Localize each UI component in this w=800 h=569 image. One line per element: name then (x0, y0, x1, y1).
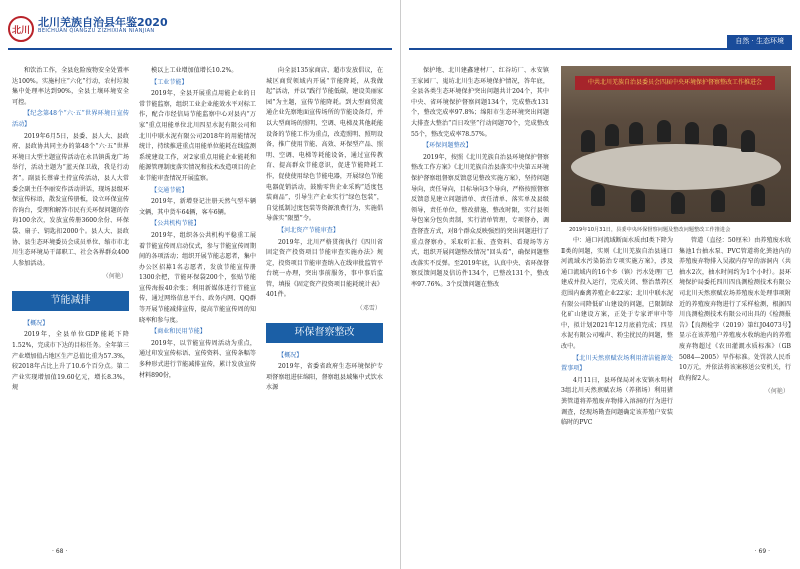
subheading: 【环保问题整改】 (423, 142, 472, 150)
attendee-shape (671, 192, 685, 214)
left-header (0, 8, 400, 48)
left-col-1 (12, 66, 129, 395)
section-tag: 自然 · 生态环境 (727, 35, 792, 48)
paragraph: 管道（直径：50厘米）由养殖废水收集池1台抽水泵、PVC管道将化粪池内的养殖废弃物排入吴淑内存窄的溶洞内（共抽水2次，抽水时间约为1个小时）。县环境保护局委托四川四良测检测技术有限公司北川天然禀赋农场养殖废水处理事项附近的养殖废弃物进行了采样检测，根据四川良测检测技术有限公司出具的《检测报告》【良测检字（2019）第红J04073号】显示在该养殖户养殖废水收纳池内的养殖废弃物超过《农田灌溉水质标准》（GB 5084—2005）旱作标准。处罚款人民币10万元，并依法将该案移送公安机关，行政拘留2人。 (679, 237, 791, 382)
paragraph: 2019年，按照《北川羌族自治县环境保护督察整改工作方案》《北川羌族自治县落实中央第五环境保护督察组督察反馈意见整改实施方案》，坚持问题导向，责任导向，目标导向3个导向，严格按照督察反馈意见建立问题清单、责任清单、落实单及县级领导，责任单位，整改措施、整改时限，实行县领导包案分包负责制，实行清单管理，专项督办，调查督查方式，对8个群众反映强烈的突出问题进行了重点督察办，采取听汇报、查资料、看现场等方式，组织开展问题整改情况“回头看”，确保问题整改落实不反弹。至2019年底，认真中央、省环保督察反馈问题及信访件134个，已整改131个，整改率97.76%。3个反馈问题在整改 (411, 153, 549, 288)
paragraph: 2019年，北川严格贯彻执行《四川省固定资产投资项目节能审查实施办法》规定，投资项目节能审查纳入在线审批监管平台统一办理，突出事前服务，事中事后监管，填报《固定资产投资项目能耗统计表》401件。 (266, 238, 383, 299)
paragraph: 4月11日，县环保局对永安镇永明村3组北川天然禀赋农场（养猪场）利用猪粪管道将养殖废弃物排入溶洞的行为进行调查，经现场勘查问题确定该养殖户安装临时的PVC (561, 376, 673, 427)
subheading: 【工业节能】 (151, 78, 188, 86)
right-header (401, 8, 800, 48)
left-col-3 (266, 66, 383, 395)
attendee-shape (605, 124, 619, 146)
subheading: 【概况】 (24, 319, 49, 327)
paragraph: 2019年，省委省政府生态环境保护专项督察组进驻绵阳，督察组县域集中式饮水水源 (266, 363, 383, 392)
subheading: 【北川天然禀赋农场利用清洁能源处置事项】 (561, 354, 673, 373)
yearbook-subtitle: BEICHUAN QIANGZU ZIZHIXIAN NIANJIAN (38, 28, 155, 34)
page-number: · 68 · (52, 548, 68, 555)
paragraph: 2019年，全县单位GDP能耗下降1.52%，完成市下达的目标任务。全年第三产业增加值占地区生产总值比重为57.3%，较2018年占比上升了10.6个百分点。第二产业实现增加值19.60亿元，增长8.3%，规 (12, 331, 129, 392)
yearbook-title: 北川羌族自治县年鉴2020 (38, 16, 168, 29)
paragraph: 和饮治工作，全县危险废物安全处置率达100%。实施村庄“六化”行动，农村垃圾集中处理率达到90%，全县土壤环境安全可控。 (12, 67, 129, 106)
paragraph: 中：通口河流域断面水质由Ⅰ类下降为Ⅱ类的问题，实则《北川羌族自治县通口河流域水污染防治专项实施方案》，涉及通口流域内的16个乡（镇）污水处理厂已建成并投入运行，完成关闭、整治禁养区范围内畜禽养殖企业22家；北川中联水泥有限公司降低矿山建设的问题，已限制绿化矿山建设方案，正处于专家评审中等中，拟计划2021年12月底前完成；四星水泥有限公司噪声、粉尘扰民的问题，整改中。 (561, 237, 673, 350)
paragraph: 2019年，以节能宣传周活动为重点，通过印发宣传标语、宣传资料、宣传条幅等多种形式进行节能减排宣传，累计发放宣传材料890份， (139, 339, 256, 379)
attendee-shape (629, 122, 643, 144)
paragraph: 向全县135家商店、超市发放倡议，在城区商贸领域内开展“节能降耗，从我做起”活动，并以“践行节能低碳，建设美丽家园”为主题，宣传节能降耗。到大型商贸流通企业先察地面宣传场所的节能设备灯，并以大型商场的照明、空调、电梯及其他耗能设备的节能工作为重点，改造照明、照明设备，推广使用节能、高效、环保型产品、照明、空调、电梯等耗能设备，通过宣传教育、提高群众节能意识，促进节能降耗工作，促使使用绿色节能电器，开展绿色节能电器促销活动，鼓励零售企业采购“适度包装商品”，引导生产企业实行“绿色包装”，自觉抵制过度包装等资源浪费行为，实施倡导落实“限塑”令。 (266, 67, 383, 223)
right-col-2 (561, 236, 673, 430)
subheading: 【商业和民用节能】 (151, 328, 206, 336)
subheading: 【公共机构节能】 (151, 220, 200, 228)
section-band: 环保督察整改 (266, 323, 383, 343)
paragraph: 2019年6月5日，县委、县人大、县政府、县政协共同主办的第48个“六·五”世界环境日大型主题宣传活动在永昌镇禹龙广场举行，活动主题为“蓝天保卫战，我是行动者”。副县长蔡睿主持宣传活动，县人大常委会副主任李丽安作活动讲话，现场县级环保宣传标语，散发宣传册板，设立环保宣传咨询台，受理和解答市民有关环保问题的咨询100余次，发放宣传册3600余份、环保袋、扇子、钥匙扣2000个。县人大、县政协、县生态环境委员会成员单位、缩市市北川生态环境局干部职工、社会各界群众400人参加活动。 (12, 132, 129, 267)
subheading: 【河北资产节能审查】 (278, 226, 339, 234)
attendee-shape (581, 130, 595, 152)
subheading: 【纪念第48个“六·五”世界环境日宣传活动】 (12, 110, 129, 128)
meeting-photo (561, 66, 791, 222)
right-col-3 (679, 236, 791, 404)
paragraph: 保护地、北川建鑫建材厂、红谷坊厂、永安镇王家园厂、嵬坊北川生态环境保护情况，答年底，全县各类生态环境保护突出问题共计204个，其中中央、省环境保护督察问题134个，完成整改131个，整改完成率97.8%；绵阳市生态环境突出问题大排查大整治“百日攻坚”行动问题70个，完成整改55个，整改完成率78.57%。 (411, 67, 549, 138)
subheading: 【交通节能】 (151, 186, 188, 194)
meeting-banner: 中共北川羌族自治县委员会四届中央环境保护督察整改工作推进会 (575, 76, 775, 90)
paragraph: 模以上工业增加值增长10.2%。 (151, 67, 238, 74)
paragraph: 2019年，全县开展重点用能企业的日常节能监察，组织工业企业能效水平对标工作，配合市经信局节能监察中心对县内“万家”重点用能单位北川四星水泥有限公司和北川中联水泥有限公司2018年的用能情况统计，持续推进重点用能单位能耗在线监测系统建设工作，对2家重点用能企业能耗和能源管理制度落实情况和技术改造项目的企业节能审查情况开展监察。 (139, 90, 256, 182)
subheading: 【概况】 (278, 351, 303, 359)
attendee-shape (741, 130, 755, 152)
right-page (400, 0, 800, 569)
header-rule (409, 48, 792, 50)
attendee-shape (591, 184, 605, 206)
yearbook-logo: 北川 (8, 16, 34, 42)
right-col-1 (411, 66, 549, 291)
page-number: · 69 · (754, 548, 770, 555)
paragraph: 2019年，组织各公共机构平稳重工展着节能宣传周启动仪式，参与节能宣传周期间的各项活动；组织开展节能志愿者，集中办公区招募1名志愿者，发放节能宣传册1300余把，节能环保袋200个，张贴节能宣传海报40余张；利用新媒体进行节能宣传，通过网络信息平台、政务内网、QQ群等开展节能减排宣传，提高节能宣传周的知晓率和参与度。 (139, 231, 256, 324)
attendee-shape (713, 124, 727, 146)
attendee-shape (631, 190, 645, 212)
author-sign: （何艳） (764, 388, 789, 396)
section-band: 节能减排 (12, 291, 129, 311)
attendee-shape (711, 190, 725, 212)
attendee-shape (751, 184, 765, 206)
attendee-shape (657, 120, 671, 142)
left-col-2 (139, 66, 256, 382)
author-sign: （何艳） (102, 273, 127, 281)
header-rule (8, 48, 392, 50)
photo-caption: 2019年10月31日，县委中央环保督察问题及整改问题整改工作推进会 (569, 227, 731, 233)
attendee-shape (685, 122, 699, 144)
author-sign: （邓雪） (356, 305, 381, 313)
paragraph: 2019年，新增登记注册天然气型车辆文辆，其中货车64辆，客车6辆。 (139, 198, 256, 216)
